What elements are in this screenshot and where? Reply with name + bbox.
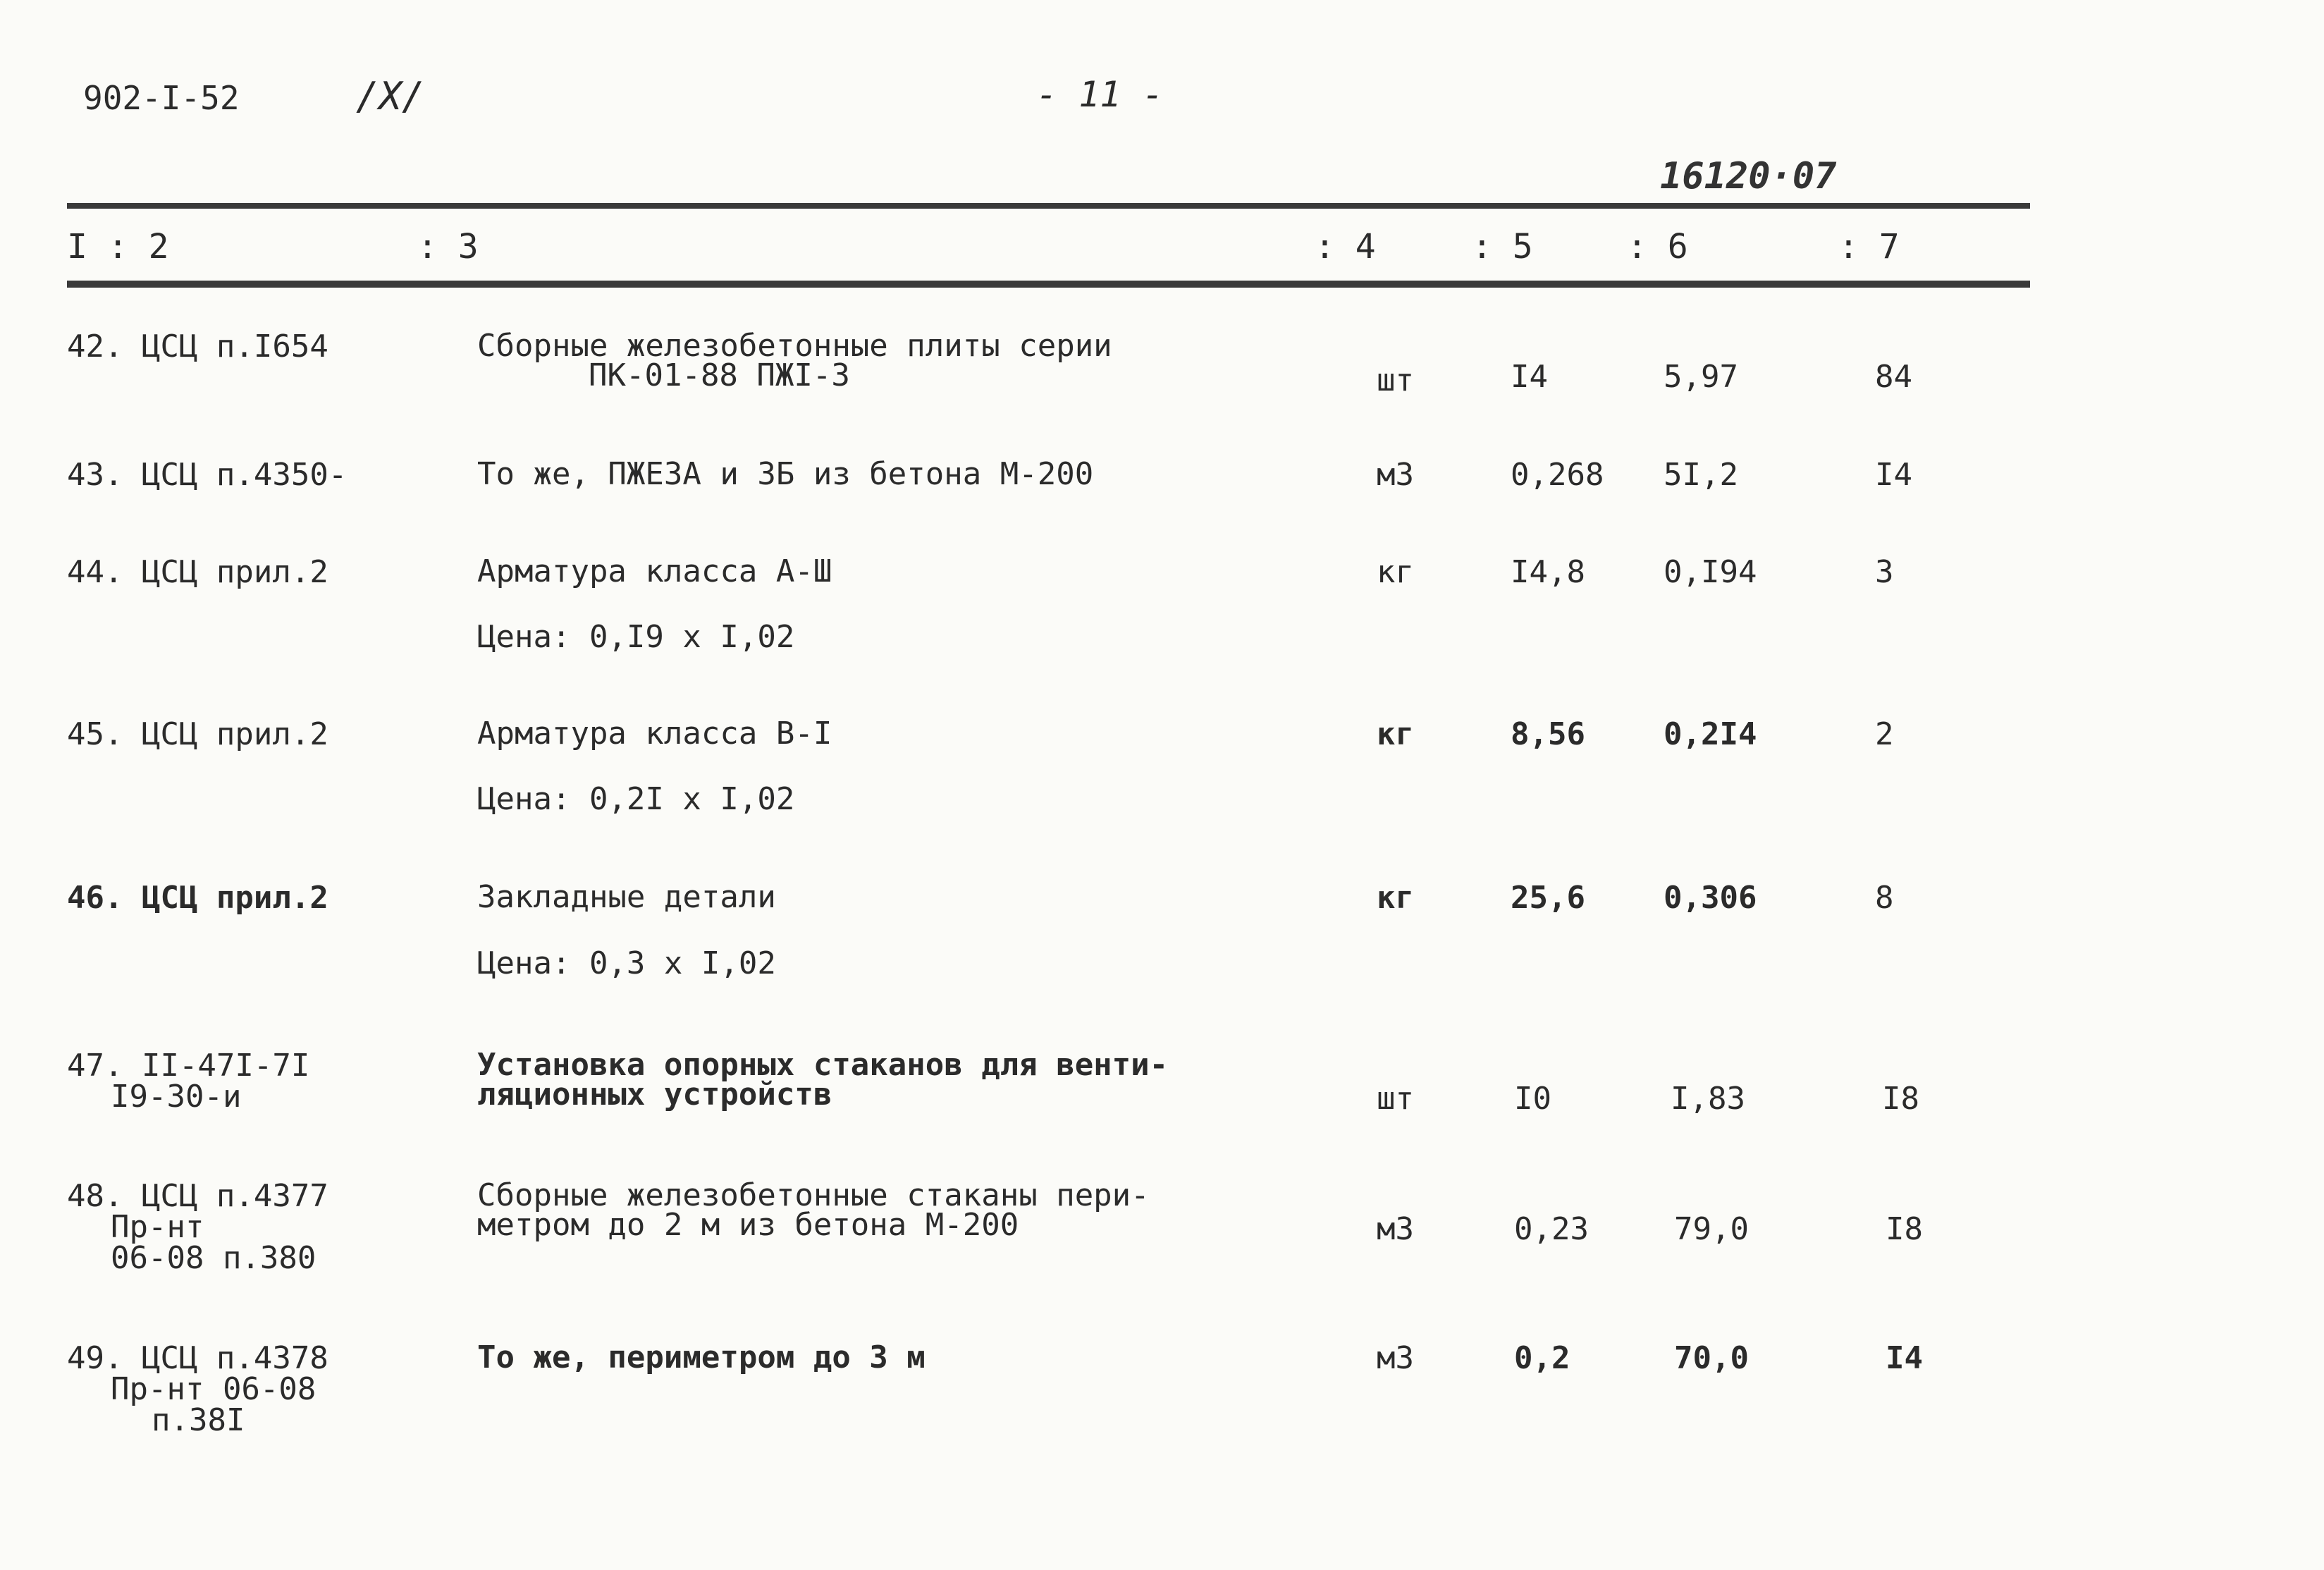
column-header-3: : 3 — [417, 227, 479, 266]
column-header-6: : 6 — [1627, 227, 1688, 266]
row-total: 3 — [1875, 554, 1894, 590]
row-total: 8 — [1875, 880, 1894, 916]
row-price-note: Цена: 0,2I х I,02 — [477, 781, 795, 817]
row-description: То же, периметром до 3 м — [477, 1339, 926, 1375]
row-description: Арматура класса В-I — [477, 716, 832, 752]
row-reference: 43. ЦСЦ п.4350- — [67, 457, 348, 493]
row-reference: 45. ЦСЦ прил.2 — [67, 716, 328, 752]
row-quantity: I4 — [1511, 359, 1548, 395]
column-header-7: : 7 — [1838, 227, 1900, 266]
row-reference: 49. ЦСЦ п.4378 Пр-нт 06-08 п.38I — [67, 1340, 328, 1438]
row-total: I4 — [1875, 457, 1912, 493]
row-description: Установка опорных стаканов для венти- ляционных устройств — [477, 1047, 1169, 1112]
row-unit-price: 0,I94 — [1664, 554, 1757, 590]
row-unit: кг — [1377, 554, 1414, 590]
row-unit-price: 0,2I4 — [1664, 716, 1757, 752]
table-top-rule — [67, 203, 2030, 209]
row-unit: м3 — [1377, 1211, 1414, 1247]
row-quantity: I4,8 — [1511, 554, 1585, 590]
row-reference: 47. II-47I-7I I9-30-и — [67, 1048, 310, 1115]
row-unit-price: 5I,2 — [1664, 457, 1738, 493]
row-unit: кг — [1377, 880, 1414, 916]
row-unit-price: 0,306 — [1664, 880, 1757, 916]
row-reference: 44. ЦСЦ прил.2 — [67, 554, 328, 590]
row-quantity: 8,56 — [1511, 716, 1585, 752]
row-reference: 46. ЦСЦ прил.2 — [67, 880, 328, 916]
row-quantity: I0 — [1514, 1081, 1551, 1117]
row-total: 2 — [1875, 716, 1894, 752]
row-total: I8 — [1882, 1081, 1919, 1117]
sheet-number: 16120·07 — [1660, 155, 1837, 197]
row-unit: кг — [1377, 716, 1414, 752]
row-unit-price: 79,0 — [1674, 1211, 1749, 1247]
row-unit-price: 5,97 — [1664, 359, 1738, 395]
row-quantity: 0,268 — [1511, 457, 1604, 493]
column-header-4: : 4 — [1315, 227, 1376, 266]
row-reference: 48. ЦСЦ п.4377 Пр-нт 06-08 п.380 — [67, 1178, 328, 1276]
row-unit-price: I,83 — [1671, 1081, 1745, 1117]
row-reference: 42. ЦСЦ п.I654 — [67, 329, 328, 364]
row-quantity: 0,23 — [1514, 1211, 1589, 1247]
row-quantity: 25,6 — [1511, 880, 1585, 916]
row-total: I4 — [1886, 1340, 1923, 1376]
table-header-rule — [67, 281, 2030, 288]
document-mark: /X/ — [356, 74, 425, 118]
row-description: Сборные железобетонные плиты серии ПК-01-88 ПЖI-3 — [477, 328, 1112, 393]
row-unit-price: 70,0 — [1674, 1340, 1749, 1376]
row-total: 84 — [1875, 359, 1912, 395]
row-price-note: Цена: 0,I9 х I,02 — [477, 619, 795, 655]
document-code: 902-I-52 — [83, 79, 240, 117]
row-quantity: 0,2 — [1514, 1340, 1570, 1376]
column-header-5: : 5 — [1472, 227, 1533, 266]
row-total: I8 — [1886, 1211, 1923, 1247]
page-number: - 11 - — [1036, 74, 1164, 115]
row-description: Закладные детали — [477, 879, 776, 915]
row-description: То же, ПЖЕЗА и 3Б из бетона М-200 — [477, 456, 1094, 492]
row-unit: м3 — [1377, 457, 1414, 493]
column-header-1-2: I : 2 — [67, 227, 169, 266]
row-description: Сборные железобетонные стаканы пери- метром до 2 м из бетона М-200 — [477, 1177, 1150, 1243]
row-unit: шт — [1377, 362, 1414, 398]
row-price-note: Цена: 0,3 х I,02 — [477, 945, 776, 981]
row-unit: шт — [1377, 1081, 1414, 1117]
row-description: Арматура класса А-Ш — [477, 553, 832, 589]
row-unit: м3 — [1377, 1340, 1414, 1376]
